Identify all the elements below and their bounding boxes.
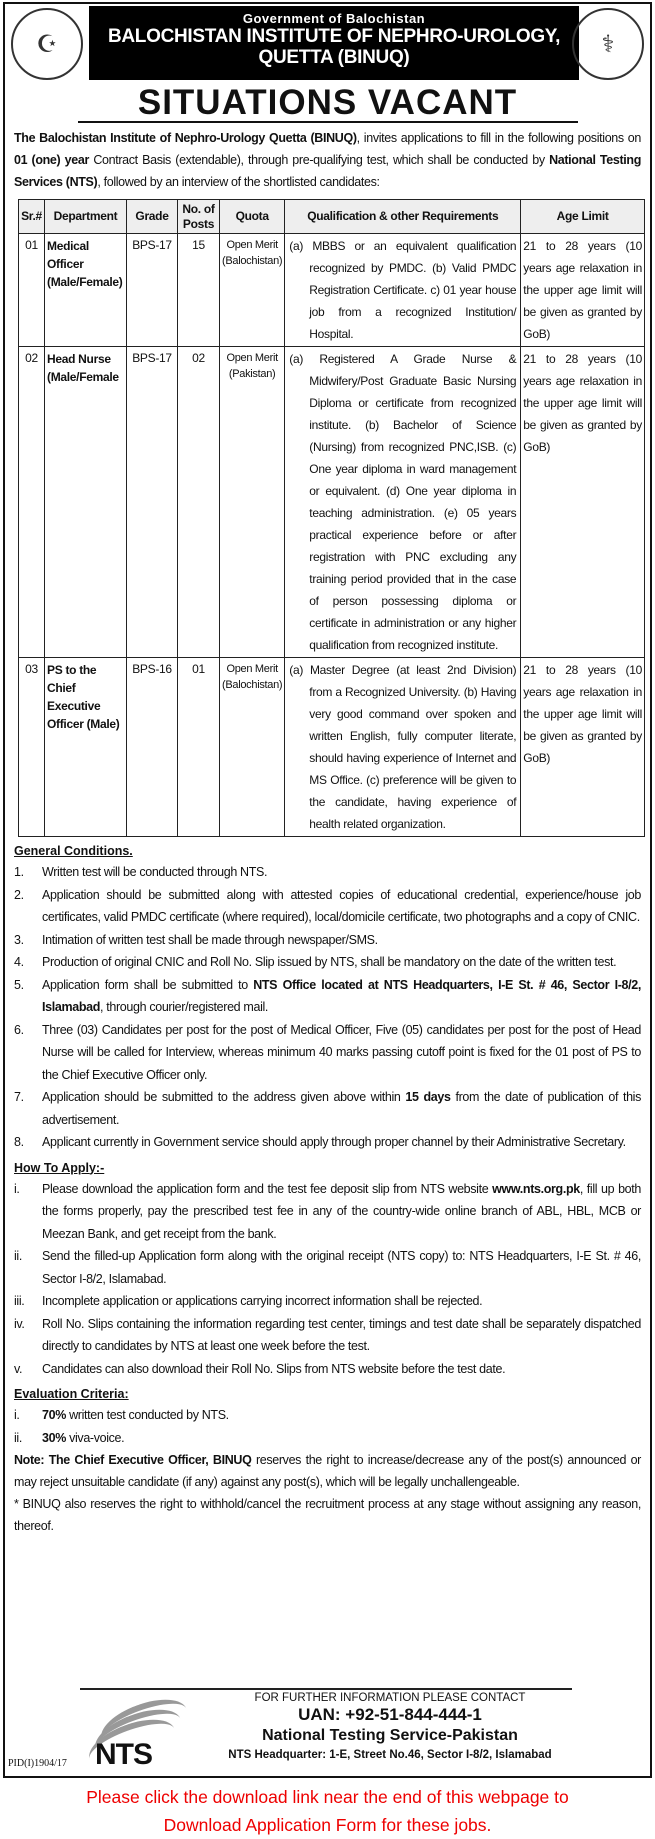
age-limit-cell: 21 to 28 years (10 years age relaxation in the upper age limit will be given as granted by GoB): [521, 234, 645, 347]
item-text: [42, 974, 641, 1019]
item-text-part: Please download the application form and the test fee deposit slip from NTS website: [42, 1181, 493, 1196]
general-conditions-title: General Conditions.: [14, 844, 133, 858]
item-number: ii.: [14, 1249, 22, 1263]
sr-cell: 03: [19, 658, 45, 837]
contact-block: [200, 1692, 580, 1761]
item-text-part: Application should be submitted to the address given above within: [42, 1090, 406, 1104]
column-header: Age Limit: [521, 200, 645, 234]
how-to-apply-list: [5, 1178, 650, 1381]
table-row: [19, 347, 645, 658]
item-number: i.: [14, 1181, 20, 1196]
list-item: [14, 951, 641, 974]
column-header: Grade: [127, 200, 178, 234]
item-text-part: written test conducted by NTS.: [65, 1408, 229, 1422]
item-text: Production of original CNIC and Roll No. Slip issued by NTS, shall be mandatory on the date of the written test.: [42, 955, 617, 969]
table-row: [19, 658, 645, 837]
item-number: 3.: [14, 932, 24, 947]
nts-logo-text: NTS: [95, 1738, 152, 1771]
government-seal-logo: ☪: [11, 8, 83, 80]
item-bold-text: 15 days: [405, 1090, 451, 1104]
item-text-part: from the date of publication of this advertisement.: [42, 1090, 641, 1127]
item-bold-text: 70%: [42, 1408, 66, 1422]
how-to-apply-title: How To Apply:-: [14, 1160, 105, 1175]
quota-cell: Open Merit (Pakistan): [220, 347, 285, 658]
list-item: [14, 1358, 641, 1381]
header-banner: [89, 6, 579, 80]
item-text: Send the filled-up Application form along with the original receipt (NTS copy) to: NTS Headquarters, I-E St. # 46, Sector I-8/2, Islamabad.: [42, 1249, 641, 1286]
item-text: [42, 1086, 641, 1131]
sr-cell: 02: [19, 347, 45, 658]
download-notice-line2[interactable]: Download Application Form for these jobs.: [163, 1815, 492, 1835]
grade-cell: BPS-17: [127, 234, 178, 347]
sr-cell: 01: [19, 234, 45, 347]
posts-cell: 01: [178, 658, 220, 837]
item-number: ii.: [14, 1430, 22, 1445]
note: [5, 1449, 650, 1493]
list-item: [14, 929, 641, 952]
intro-bold: 01 (one) year: [14, 153, 89, 167]
advertisement: [3, 2, 652, 1778]
list-item: [14, 1131, 641, 1154]
item-text: Intimation of written test shall be made through newspaper/SMS.: [42, 932, 378, 947]
note-label: Note:: [14, 1453, 45, 1467]
headquarter-address: NTS Headquarter: 1-E, Street No.46, Sector I-8/2, Islamabad: [228, 1749, 552, 1761]
item-number: v.: [14, 1361, 23, 1376]
evaluation-criteria-title: Evaluation Criteria:: [14, 1387, 129, 1401]
item-text-part: , fill up both the forms properly, pay the prescribed test fee in any of the country-wide online branch of ABL, HBL, MCB or Meezan Bank, and get receipt from the bank.: [42, 1181, 641, 1241]
item-number: 8.: [14, 1135, 24, 1149]
item-text: [42, 1178, 641, 1246]
column-header: Quota: [220, 200, 285, 234]
intro-text: , followed by an interview of the shortlisted candidates:: [97, 175, 380, 189]
grade-cell: BPS-17: [127, 347, 178, 658]
institute-name-line2: QUETTA (BINUQ): [258, 47, 410, 68]
qualification-cell: (a) MBBS or an equivalent qualification recognized by PMDC. (b) Valid PMDC Registration Certificate. c) 01 year house job from a recognized Institution/ Hospital.: [285, 234, 521, 347]
department-cell: Head Nurse (Male/Female: [45, 347, 127, 658]
publication-code: PID(I)1904/17: [8, 1758, 67, 1769]
intro-text: Contract Basis (extendable), through pre-qualifying test, which shall be conducted by: [89, 153, 550, 167]
item-number: 7.: [14, 1090, 24, 1104]
item-text: Roll No. Slips containing the information regarding test center, timings and test date shall be separately dispatched directly to candidates by NTS at least one week before the test.: [42, 1316, 641, 1353]
item-text: [42, 1404, 641, 1427]
column-header: No. of Posts: [178, 200, 220, 234]
item-text-part: Application form shall be submitted to: [42, 977, 254, 992]
column-header: Sr.#: [19, 200, 45, 234]
list-item: [14, 1427, 641, 1450]
grade-cell: BPS-16: [127, 658, 178, 837]
column-header: Qualification & other Requirements: [285, 200, 521, 234]
list-item: [14, 884, 641, 929]
item-number: 6.: [14, 1022, 24, 1037]
age-limit-cell: 21 to 28 years (10 years age relaxation in the upper age limit will be given as granted by GoB): [521, 658, 645, 837]
reserve-note: * BINUQ also reserves the right to withhold/cancel the recruitment process at any stage without assigning any reason, thereof.: [14, 1497, 641, 1533]
item-text: Written test will be conducted through NTS.: [42, 865, 268, 879]
intro-bold: The Balochistan Institute of Nephro-Urology Quetta (BINUQ): [14, 131, 357, 145]
item-bold-text: , I-E St. # 46, Sector I-8/2, Islamabad: [42, 977, 642, 1014]
government-label: Government of Balochistan: [242, 11, 426, 26]
note-bold: The Chief Executive Officer, BINUQ: [48, 1453, 252, 1467]
item-text: [42, 1427, 641, 1450]
qualification-cell: (a) Master Degree (at least 2nd Division) from a Recognized University. (b) Having very good command over spoken and written English, fully computer literate, should having experience of Internet and MS Office. (c) preference will be given to the candidate, having experience of health related organization.: [285, 658, 521, 837]
list-item: [14, 1313, 641, 1358]
note-text: reserves the right to increase/decrease any of the post(s) announced or may reject unsuitable candidate (if any) against any post(s), which will be legally unchallengeable.: [14, 1453, 641, 1489]
column-header: Department: [45, 200, 127, 234]
item-text: Three (03) Candidates per post for the post of Medical Officer, Five (05) candidates per post for the post of Head Nurse will be called for Interview, whereas minimum 40 marks passing cutoff point is fixed for the 01 post of PS to the Chief Executive Officer only.: [42, 1022, 641, 1082]
list-item: [14, 1178, 641, 1246]
intro-paragraph: [5, 127, 650, 193]
item-text-part: viva-voice.: [65, 1430, 125, 1445]
contact-label: FOR FURTHER INFORMATION PLEASE CONTACT: [254, 1692, 526, 1704]
list-item: [14, 1019, 641, 1087]
posts-cell: 02: [178, 347, 220, 658]
item-bold-text: NTS Office located at NTS Headquarters: [253, 977, 490, 992]
item-number: 2.: [14, 887, 24, 902]
header: [5, 4, 650, 82]
item-number: 4.: [14, 955, 24, 969]
list-item: [14, 974, 641, 1019]
list-item: [14, 1290, 641, 1313]
download-notice-line1[interactable]: Please click the download link near the end of this webpage to: [86, 1787, 569, 1807]
footer-divider: [80, 1688, 572, 1690]
item-text: Candidates can also download their Roll No. Slips from NTS website before the test date.: [42, 1361, 506, 1376]
download-notice[interactable]: [0, 1783, 655, 1839]
quota-cell: Open Merit (Balochistan): [220, 234, 285, 347]
list-item: [14, 861, 641, 884]
item-number: iv.: [14, 1316, 25, 1331]
list-item: [14, 1404, 641, 1427]
vacancy-table: [18, 199, 645, 837]
binuq-seal-logo: ⚕: [572, 8, 644, 80]
table-row: [19, 234, 645, 347]
intro-text: , invites applications to fill in the following positions on: [356, 131, 642, 145]
item-text: Applicant currently in Government service should apply through proper channel by their Administrative Secretary.: [42, 1135, 626, 1149]
qualification-cell: (a) Registered A Grade Nurse & Midwifery/Post Graduate Basic Nursing Diploma or certificate from recognized institute. (b) Bachelor of Science (Nursing) from recognized PNC,ISB. (c) One year diploma in ward management or equivalent. (d) One year diploma in teaching administration. (e) 05 years practical experience before or after registration with PNC excluding any training period provided that in the case of person possessing diploma or certificate in administration or any higher qualification from recognized institute.: [285, 347, 521, 658]
item-text: Application should be submitted along with attested copies of educational credential, experience/house job certificates, valid PMDC certificate (where required), local/domicile certificate, two photographs and a copy of CNIC.: [42, 887, 641, 924]
department-cell: Medical Officer (Male/Female): [45, 234, 127, 347]
headline: SITUATIONS VACANT: [78, 85, 578, 123]
item-number: i.: [14, 1408, 20, 1422]
item-number: 1.: [14, 865, 24, 879]
intro-bold: National Testing Services (NTS): [14, 153, 641, 189]
posts-cell: 15: [178, 234, 220, 347]
nts-logo: [85, 1700, 185, 1770]
item-text-part: , through courier/registered mail.: [100, 1000, 269, 1014]
quota-cell: Open Merit (Balochistan): [220, 658, 285, 837]
table-header-row: [19, 200, 645, 234]
institute-name-line1: BALOCHISTAN INSTITUTE OF NEPHRO-UROLOGY,: [107, 26, 561, 47]
item-bold-text[interactable]: www.nts.org.pk: [492, 1181, 580, 1196]
general-conditions-list: [5, 861, 650, 1154]
age-limit-cell: 21 to 28 years (10 years age relaxation in the upper age limit will be given as granted by GoB): [521, 347, 645, 658]
item-bold-text: 30%: [42, 1430, 66, 1445]
department-cell: PS to the Chief Executive Officer (Male): [45, 658, 127, 837]
list-item: [14, 1245, 641, 1290]
item-number: iii.: [14, 1294, 25, 1308]
uan-number: UAN: +92-51-844-444-1: [298, 1705, 482, 1724]
item-number: 5.: [14, 977, 24, 992]
evaluation-criteria-list: [5, 1404, 650, 1449]
item-text: Incomplete application or applications carrying incorrect information shall be rejected.: [42, 1294, 483, 1308]
list-item: [14, 1086, 641, 1131]
organization-name: National Testing Service-Pakistan: [262, 1727, 518, 1744]
